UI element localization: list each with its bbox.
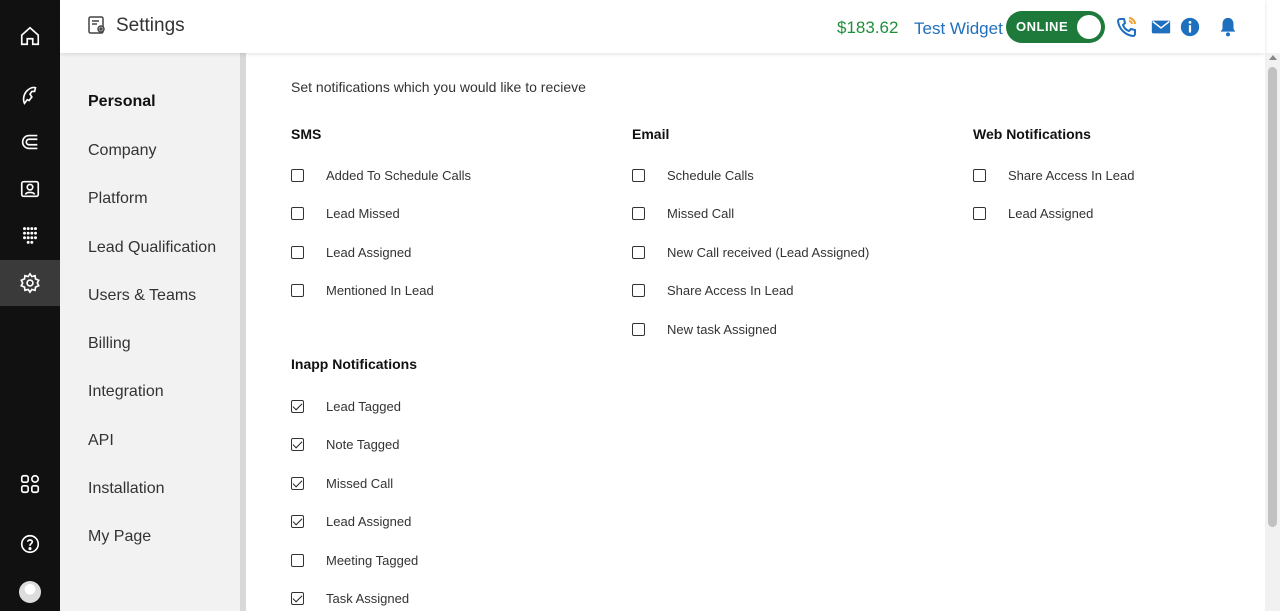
option-label: Missed Call	[667, 205, 735, 221]
magnet-icon[interactable]	[0, 119, 60, 165]
gear-icon[interactable]	[0, 260, 60, 306]
subnav-item-billing[interactable]: Billing	[88, 335, 131, 352]
inapp-option[interactable]	[291, 512, 411, 530]
toggle-knob	[1077, 15, 1101, 39]
subnav-item-integration[interactable]: Integration	[88, 383, 164, 400]
inapp-option[interactable]	[291, 435, 400, 453]
checkbox[interactable]	[632, 207, 645, 220]
subnav-item-company[interactable]: Company	[88, 142, 157, 159]
phone-call-icon[interactable]	[0, 73, 60, 119]
sms-option[interactable]	[291, 281, 434, 299]
subnav-item-personal[interactable]: Personal	[88, 93, 156, 110]
scroll-up-arrow[interactable]	[1269, 55, 1277, 60]
subnav-item-lead-qualification[interactable]: Lead Qualification	[88, 239, 217, 256]
inapp-option[interactable]	[291, 397, 401, 415]
option-label: Missed Call	[326, 475, 394, 491]
checkbox[interactable]	[291, 554, 304, 567]
account-balance: $183.62	[837, 18, 899, 37]
subnav-item-my-page[interactable]: My Page	[88, 528, 152, 545]
contact-card-icon[interactable]	[0, 166, 60, 212]
sms-option[interactable]	[291, 166, 471, 184]
sms-group-title: SMS	[291, 126, 322, 142]
checkbox[interactable]	[291, 438, 304, 451]
apps-grid-icon[interactable]	[0, 461, 60, 507]
status-label: ONLINE	[1016, 19, 1069, 34]
option-label: Mentioned In Lead	[326, 282, 434, 298]
mail-icon[interactable]	[1149, 15, 1173, 39]
settings-subnav	[60, 53, 240, 611]
subnav-item-api[interactable]: API	[88, 432, 114, 449]
checkbox[interactable]	[632, 246, 645, 259]
option-label: Share Access In Lead	[1008, 167, 1135, 183]
sms-option[interactable]	[291, 204, 400, 222]
option-label: New Call received (Lead Assigned)	[667, 244, 870, 260]
option-label: Task Assigned	[326, 590, 410, 606]
email-option[interactable]	[632, 204, 734, 222]
checkbox[interactable]	[291, 207, 304, 220]
notification-settings	[246, 53, 1265, 611]
help-icon[interactable]	[0, 521, 60, 567]
dialpad-icon[interactable]	[0, 212, 60, 258]
page-title: Settings	[116, 15, 185, 36]
option-label: Share Access In Lead	[667, 282, 794, 298]
bell-icon[interactable]	[1216, 15, 1240, 39]
checkbox[interactable]	[973, 169, 986, 182]
option-label: Lead Missed	[326, 205, 400, 221]
phone-icon[interactable]	[1115, 15, 1139, 39]
option-label: Lead Assigned	[326, 513, 412, 529]
email-option[interactable]	[632, 166, 754, 184]
checkbox[interactable]	[632, 323, 645, 336]
icon-rail	[0, 0, 60, 611]
inapp-option[interactable]	[291, 551, 418, 569]
top-bar	[60, 0, 1265, 53]
inapp-group-title: Inapp Notifications	[291, 356, 417, 372]
email-option[interactable]	[632, 243, 869, 261]
checkbox[interactable]	[973, 207, 986, 220]
subnav-item-installation[interactable]: Installation	[88, 480, 165, 497]
home-icon[interactable]	[0, 13, 60, 59]
checkbox[interactable]	[632, 169, 645, 182]
checkbox[interactable]	[291, 477, 304, 490]
checkbox[interactable]	[291, 592, 304, 605]
option-label: Note Tagged	[326, 436, 400, 452]
avatar[interactable]	[19, 581, 41, 603]
scroll-thumb[interactable]	[1268, 67, 1277, 527]
subnav-item-platform[interactable]: Platform	[88, 190, 148, 207]
online-status-toggle[interactable]	[1006, 11, 1105, 43]
checkbox[interactable]	[291, 169, 304, 182]
inapp-option[interactable]	[291, 589, 409, 607]
option-label: Meeting Tagged	[326, 552, 419, 568]
intro-text: Set notifications which you would like to recieve	[291, 79, 586, 95]
web-option[interactable]	[973, 166, 1134, 184]
web-option[interactable]	[973, 204, 1093, 222]
subnav-item-users-teams[interactable]: Users & Teams	[88, 287, 197, 304]
option-label: New task Assigned	[667, 321, 777, 337]
option-label: Schedule Calls	[667, 167, 754, 183]
sms-option[interactable]	[291, 243, 411, 261]
option-label: Lead Assigned	[326, 244, 412, 260]
settings-doc-icon	[87, 15, 107, 35]
option-label: Lead Tagged	[326, 398, 401, 414]
option-label: Lead Assigned	[1008, 205, 1094, 221]
checkbox[interactable]	[291, 515, 304, 528]
option-label: Added To Schedule Calls	[326, 167, 472, 183]
widget-selector[interactable]: Test Widget	[914, 19, 1003, 38]
inapp-option[interactable]	[291, 474, 393, 492]
checkbox[interactable]	[632, 284, 645, 297]
info-icon[interactable]	[1178, 15, 1202, 39]
checkbox[interactable]	[291, 284, 304, 297]
checkbox[interactable]	[291, 246, 304, 259]
email-group-title: Email	[632, 126, 670, 142]
email-option[interactable]	[632, 281, 793, 299]
checkbox[interactable]	[291, 400, 304, 413]
web-group-title: Web Notifications	[973, 126, 1091, 142]
email-option[interactable]	[632, 320, 777, 338]
scrollbar[interactable]	[1265, 53, 1280, 611]
